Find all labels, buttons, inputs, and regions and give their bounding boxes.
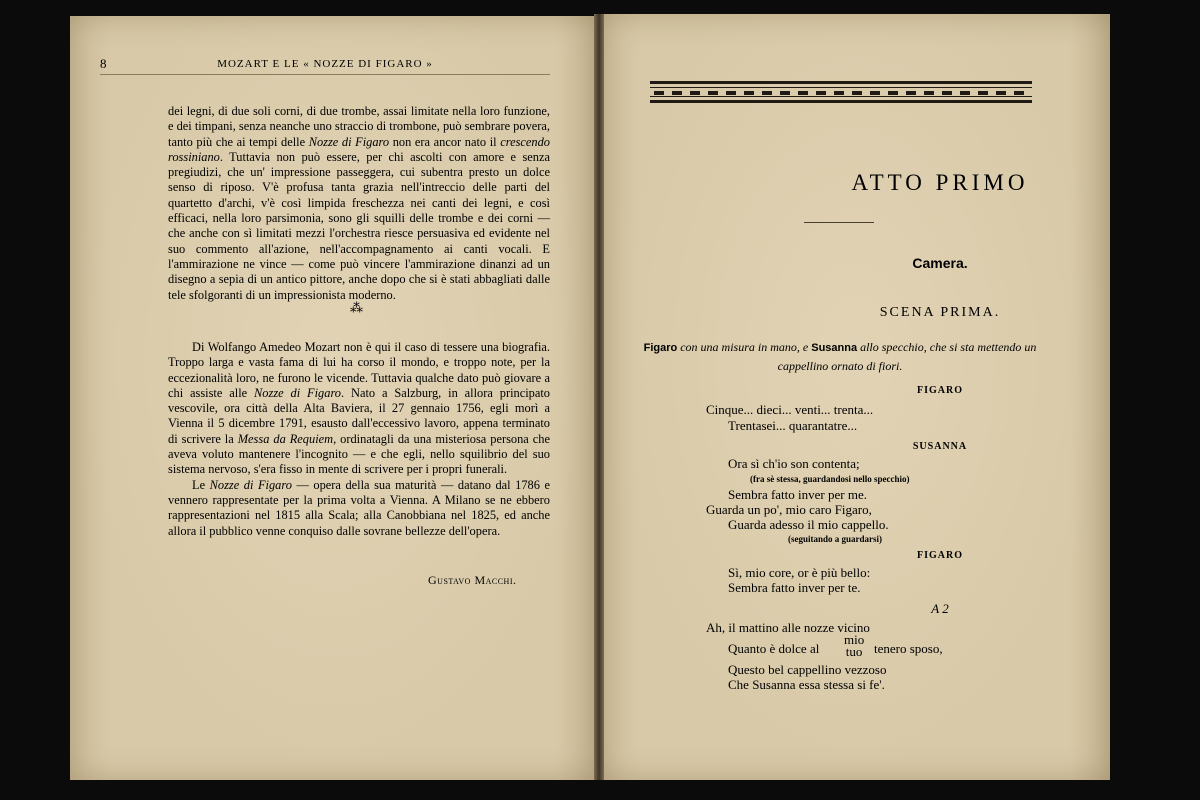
- speaker-figaro: FIGARO: [917, 550, 963, 561]
- verse-line: Ah, il mattino alle nozze vicino: [706, 620, 870, 635]
- page-number: 8: [100, 56, 108, 71]
- character-name: Susanna: [811, 342, 858, 354]
- title-rule: [804, 222, 874, 223]
- italic-segment: Nozze di Figaro: [209, 477, 292, 492]
- italic-segment: crescendo rossiniano: [168, 134, 550, 164]
- italic-segment: Nozze di Figaro: [308, 134, 390, 149]
- book-gutter: [594, 14, 604, 780]
- paragraph-orchestra: [168, 104, 550, 303]
- paragraph: [168, 340, 550, 478]
- verse-line: Quanto è dolce al: [728, 641, 820, 656]
- text-segment: . Nato a Salzburg, in allora principato vescovile, ora città della Alta Baviera, il 27 gennaio 1756, egli morì a Vienna il 5 dicembre 1791, esausto dall'eccessivo lavoro, appena terminato di scrivere la: [168, 385, 551, 446]
- alt-word: tuo: [845, 644, 863, 659]
- paragraph: [168, 478, 550, 539]
- verse-line: Questo bel cappellino vezzoso: [728, 662, 887, 677]
- paragraph-biography: [168, 340, 550, 539]
- text-segment: Di Wolfango Amedeo Mozart non è qui il caso di tessere una biografia. Troppo larga e vasta fama di lui ha corso il mondo, e troppo note, per la eccezionalità loro, ne furono le vicende. Tuttavia qualche dato può giovare a chi assiste alle: [168, 340, 550, 400]
- duet-marker: A 2: [931, 601, 949, 616]
- verse-line: Sembra fatto inver per te.: [728, 580, 861, 595]
- speaker-figaro: FIGARO: [917, 385, 963, 396]
- verse-line: tenero sposo,: [874, 641, 943, 656]
- italic-segment: Messa da Requiem: [237, 431, 334, 446]
- header-rule: [100, 74, 550, 75]
- text-segment: dei legni, di due soli corni, di due trombe, assai limitate nella loro funzione, e dei timpani, senza neanche uno straccio di trombone, può sembrare povera, tanto più che ai tempi delle: [168, 104, 550, 149]
- author-signature: Gustavo Macchi.: [428, 573, 517, 587]
- text-segment: Le: [192, 477, 210, 492]
- text-segment: non era ancor nato il: [389, 134, 501, 149]
- speaker-susanna: SUSANNA: [912, 441, 968, 452]
- verse-line: Cinque... dieci... venti... trenta...: [706, 402, 874, 417]
- alternative-words: [844, 634, 864, 658]
- verse-line: Sì, mio core, or è più bello:: [728, 565, 871, 580]
- text-segment: con una misura in mano, e: [677, 340, 812, 354]
- italic-segment: Nozze di Figaro: [254, 385, 342, 400]
- act-title: ATTO PRIMO: [851, 170, 1029, 195]
- text-segment: , ordinatagli da una misteriosa persona che aveva voluto mantenere l'incognito — e che egli, nello squilibrio del suo sistema nervoso, s'era fisso in mente di scrivere per i propri funerali.: [168, 431, 550, 477]
- character-name: Figaro: [643, 342, 678, 354]
- ornamental-border: [650, 81, 1032, 103]
- text-segment: — opera della sua maturità — datano dal 1786 e vennero rappresentate per la prima volta a Vienna. A Milano se ne ebbero rappresentazioni nel 1815 alla Scala; alla Canobbiana nel 1825, ed anche allora il pubblico venne conquiso dalle sovrane bellezze dell'opera.: [168, 477, 550, 538]
- verse-line: Guarda un po', mio caro Figaro,: [706, 502, 872, 517]
- aside-direction: (seguitando a guardarsi): [788, 534, 883, 544]
- scene-title: SCENA PRIMA.: [879, 305, 1001, 320]
- aside-direction: (fra sè stessa, guardandosi nello specchio): [750, 474, 910, 484]
- setting-label: Camera.: [912, 255, 968, 271]
- verse-line: Che Susanna essa stessa si fe'.: [728, 677, 885, 692]
- text-segment: allo specchio, che si sta mettendo un cappellino ornato di fiori.: [777, 340, 1037, 373]
- verse-line: Trentasei... quarantatre...: [728, 418, 858, 433]
- running-head-title: MOZART E LE « NOZZE DI FIGARO »: [217, 58, 433, 70]
- stage-direction: [640, 338, 1040, 375]
- text-segment: . Tuttavia non può essere, per chi ascolti con amore e senza pregiudizi, che un' impressione passeggera, cui subentra presto un dolce senso di riposo. V'è profusa tanta grazia nell'intreccio delle parti del quartetto d'archi, v'è così limpida freschezza nei canti dei legni, e così efficaci, nella loro parsimonia, sono gli squilli delle trombe e dei corni — che anche con sì limitati mezzi l'orchestra riesce persuasiva ed evidente nel suo commento all'azione, nell'accompagnamento ai canti vocali. E l'ammirazione ne vince — come può vincere l'ammirazione dinanzi ad un disegno a sepia di un antico pittore, anche dopo che si è stati abbagliati dalle tele sfolgoranti di un impressionista moderno.: [168, 149, 550, 302]
- asterism-divider: ⁂: [350, 300, 363, 315]
- alt-word: mio: [844, 632, 865, 647]
- verse-line: Ora sì ch'io son contenta;: [728, 456, 860, 471]
- verse-line: Sembra fatto inver per me.: [728, 487, 867, 502]
- verse-line: Guarda adesso il mio cappello.: [728, 517, 889, 532]
